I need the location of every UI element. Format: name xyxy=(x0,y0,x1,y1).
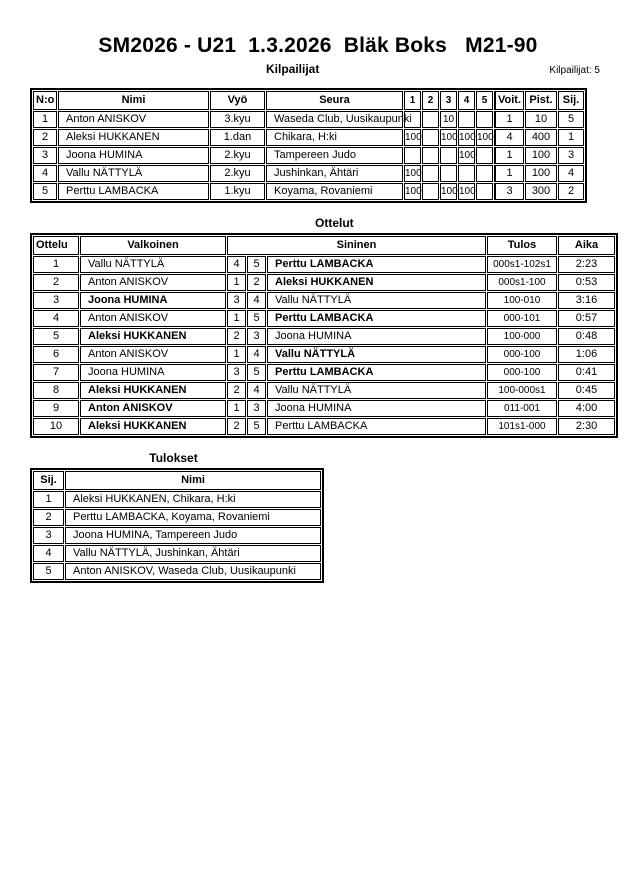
cell-match-no: 10 xyxy=(33,418,79,435)
column-header-seura: Seura xyxy=(266,91,403,110)
cell-rank: 4 xyxy=(33,545,64,562)
cell-match-no: 1 xyxy=(33,256,79,273)
cell-white-name xyxy=(80,292,226,309)
blue-name: Vallu NÄTTYLÄ xyxy=(275,384,352,396)
cell-blue-name xyxy=(267,346,486,363)
cell-match-no: 3 xyxy=(33,292,79,309)
table-row xyxy=(33,527,321,544)
cell-competitor: Anton ANISKOV, Waseda Club, Uusikaupunki xyxy=(65,563,321,580)
cell-vyo: 2.kyu xyxy=(210,147,265,164)
cell-rank: 3 xyxy=(33,527,64,544)
table-row xyxy=(33,328,615,345)
white-name: Joona HUMINA xyxy=(88,294,168,306)
cell-time: 2:30 xyxy=(558,418,615,435)
cell-blue-no: 5 xyxy=(247,256,266,273)
cell-seura: Chikara, H:ki xyxy=(266,129,403,146)
cell-time: 0:45 xyxy=(558,382,615,399)
blue-name: Perttu LAMBACKA xyxy=(275,312,374,324)
competitors-count: Kilpailijat: 5 xyxy=(549,65,600,76)
cell-score-2 xyxy=(422,183,439,200)
cell-no: 3 xyxy=(33,147,57,164)
column-header-valkoinen: Valkoinen xyxy=(80,236,226,255)
cell-voit: 1 xyxy=(494,147,524,164)
cell-no: 5 xyxy=(33,183,57,200)
white-name: Aleksi HUKKANEN xyxy=(88,330,187,342)
cell-voit: 1 xyxy=(494,111,524,128)
cell-score-1: 100 xyxy=(404,165,421,182)
cell-vyo: 1.dan xyxy=(210,129,265,146)
cell-sij: 3 xyxy=(558,147,584,164)
table-row xyxy=(33,310,615,327)
column-header-tulos: Tulos xyxy=(487,236,557,255)
matches-section-title: Ottelut xyxy=(315,216,354,230)
cell-white-no: 4 xyxy=(227,256,246,273)
cell-blue-no: 4 xyxy=(247,292,266,309)
cell-time: 1:06 xyxy=(558,346,615,363)
cell-blue-name xyxy=(267,382,486,399)
cell-white-no: 1 xyxy=(227,400,246,417)
cell-time: 2:23 xyxy=(558,256,615,273)
white-name: Anton ANISKOV xyxy=(88,276,169,288)
table-row xyxy=(33,274,615,291)
column-header-sij: Sij. xyxy=(33,471,64,490)
column-header-pist: Pist. xyxy=(525,91,557,110)
column-header-nimi: Nimi xyxy=(58,91,209,110)
table-row xyxy=(33,491,321,508)
cell-blue-name xyxy=(267,292,486,309)
white-name: Vallu NÄTTYLÄ xyxy=(88,258,165,270)
cell-score-3 xyxy=(440,147,457,164)
cell-time: 4:00 xyxy=(558,400,615,417)
cell-no: 4 xyxy=(33,165,57,182)
cell-score-2 xyxy=(422,165,439,182)
cell-score-1: 100 xyxy=(404,183,421,200)
table-row xyxy=(33,346,615,363)
cell-white-no: 2 xyxy=(227,328,246,345)
cell-score-5 xyxy=(476,111,493,128)
white-name: Aleksi HUKKANEN xyxy=(88,420,187,432)
blue-name: Vallu NÄTTYLÄ xyxy=(275,348,356,360)
cell-white-no: 2 xyxy=(227,382,246,399)
cell-score-5 xyxy=(476,183,493,200)
cell-white-no: 1 xyxy=(227,310,246,327)
cell-time: 0:48 xyxy=(558,328,615,345)
table-row xyxy=(33,545,321,562)
blue-name: Perttu LAMBACKA xyxy=(275,258,374,270)
kilpailijat-table xyxy=(30,88,587,203)
table-row xyxy=(33,382,615,399)
table-row xyxy=(33,183,584,200)
cell-match-no: 7 xyxy=(33,364,79,381)
cell-pist: 300 xyxy=(525,183,557,200)
cell-nimi: Joona HUMINA xyxy=(58,147,209,164)
table-row xyxy=(33,147,584,164)
cell-pist: 100 xyxy=(525,165,557,182)
column-header-4: 4 xyxy=(458,91,475,110)
table-row xyxy=(33,111,584,128)
cell-blue-name xyxy=(267,328,486,345)
cell-no: 2 xyxy=(33,129,57,146)
cell-blue-no: 5 xyxy=(247,310,266,327)
subheader-row xyxy=(30,61,606,79)
table-row xyxy=(33,364,615,381)
cell-white-no: 1 xyxy=(227,274,246,291)
tulokset-table xyxy=(30,468,324,583)
cell-white-name xyxy=(80,256,226,273)
column-header-voit: Voit. xyxy=(494,91,524,110)
cell-competitor: Vallu NÄTTYLÄ, Jushinkan, Ähtäri xyxy=(65,545,321,562)
cell-pist: 10 xyxy=(525,111,557,128)
cell-result: 000-101 xyxy=(487,310,557,327)
cell-match-no: 5 xyxy=(33,328,79,345)
cell-blue-no: 5 xyxy=(247,364,266,381)
column-header-nimi: Nimi xyxy=(65,471,321,490)
table-row xyxy=(33,256,615,273)
cell-result: 101s1-000 xyxy=(487,418,557,435)
column-header-3: 3 xyxy=(440,91,457,110)
white-name: Aleksi HUKKANEN xyxy=(88,384,187,396)
cell-seura: Koyama, Rovaniemi xyxy=(266,183,403,200)
cell-blue-no: 2 xyxy=(247,274,266,291)
cell-competitor: Joona HUMINA, Tampereen Judo xyxy=(65,527,321,544)
cell-result: 100-010 xyxy=(487,292,557,309)
white-name: Anton ANISKOV xyxy=(88,402,173,414)
cell-white-name xyxy=(80,346,226,363)
blue-name: Joona HUMINA xyxy=(275,330,352,342)
cell-nimi: Vallu NÄTTYLÄ xyxy=(58,165,209,182)
cell-score-3 xyxy=(440,165,457,182)
cell-nimi: Perttu LAMBACKA xyxy=(58,183,209,200)
results-section-title: Tulokset xyxy=(149,451,198,465)
cell-white-name xyxy=(80,418,226,435)
cell-seura: Waseda Club, Uusikaupunki xyxy=(266,111,403,128)
cell-score-3: 100 xyxy=(440,183,457,200)
column-header-sininen: Sininen xyxy=(227,236,486,255)
cell-time: 0:57 xyxy=(558,310,615,327)
cell-rank: 2 xyxy=(33,509,64,526)
cell-blue-no: 5 xyxy=(247,418,266,435)
column-header-no: N:o xyxy=(33,91,57,110)
cell-sij: 5 xyxy=(558,111,584,128)
cell-time: 0:41 xyxy=(558,364,615,381)
blue-name: Perttu LAMBACKA xyxy=(275,420,368,432)
cell-score-3: 100 xyxy=(440,129,457,146)
cell-white-name xyxy=(80,274,226,291)
table-row xyxy=(33,509,321,526)
cell-white-no: 3 xyxy=(227,364,246,381)
cell-seura: Tampereen Judo xyxy=(266,147,403,164)
cell-rank: 5 xyxy=(33,563,64,580)
cell-result: 000s1-100 xyxy=(487,274,557,291)
cell-match-no: 6 xyxy=(33,346,79,363)
white-name: Joona HUMINA xyxy=(88,366,165,378)
cell-score-1: 100 xyxy=(404,129,421,146)
cell-white-no: 3 xyxy=(227,292,246,309)
column-header-2: 2 xyxy=(422,91,439,110)
table-header-row xyxy=(33,236,615,255)
cell-white-name xyxy=(80,400,226,417)
cell-blue-name xyxy=(267,256,486,273)
cell-time: 0:53 xyxy=(558,274,615,291)
cell-competitor: Aleksi HUKKANEN, Chikara, H:ki xyxy=(65,491,321,508)
cell-match-no: 8 xyxy=(33,382,79,399)
cell-white-name xyxy=(80,382,226,399)
blue-name: Perttu LAMBACKA xyxy=(275,366,374,378)
cell-result: 000s1-102s1 xyxy=(487,256,557,273)
column-header-sij: Sij. xyxy=(558,91,584,110)
cell-score-3: 10 xyxy=(440,111,457,128)
cell-blue-no: 4 xyxy=(247,382,266,399)
cell-result: 011-001 xyxy=(487,400,557,417)
cell-match-no: 2 xyxy=(33,274,79,291)
page-title: SM2026 - U21 1.3.2026 Bläk Boks M21-90 xyxy=(98,34,538,57)
cell-score-4: 100 xyxy=(458,147,475,164)
cell-blue-no: 3 xyxy=(247,328,266,345)
table-row xyxy=(33,129,584,146)
cell-result: 100-000 xyxy=(487,328,557,345)
cell-white-name xyxy=(80,310,226,327)
cell-blue-no: 3 xyxy=(247,400,266,417)
cell-voit: 4 xyxy=(494,129,524,146)
table-row xyxy=(33,418,615,435)
column-header-5: 5 xyxy=(476,91,493,110)
cell-blue-name xyxy=(267,364,486,381)
cell-voit: 3 xyxy=(494,183,524,200)
cell-vyo: 2.kyu xyxy=(210,165,265,182)
table-row xyxy=(33,165,584,182)
table-row xyxy=(33,292,615,309)
cell-match-no: 9 xyxy=(33,400,79,417)
cell-score-2 xyxy=(422,147,439,164)
cell-blue-no: 4 xyxy=(247,346,266,363)
cell-score-2 xyxy=(422,111,439,128)
cell-result: 000-100 xyxy=(487,346,557,363)
cell-score-4: 100 xyxy=(458,129,475,146)
cell-nimi: Aleksi HUKKANEN xyxy=(58,129,209,146)
cell-vyo: 3.kyu xyxy=(210,111,265,128)
cell-white-no: 1 xyxy=(227,346,246,363)
cell-vyo: 1.kyu xyxy=(210,183,265,200)
table-row xyxy=(33,400,615,417)
cell-seura: Jushinkan, Ähtäri xyxy=(266,165,403,182)
cell-voit: 1 xyxy=(494,165,524,182)
table-row xyxy=(33,563,321,580)
cell-white-name xyxy=(80,364,226,381)
column-header-1: 1 xyxy=(404,91,421,110)
cell-pist: 100 xyxy=(525,147,557,164)
cell-blue-name xyxy=(267,418,486,435)
cell-sij: 4 xyxy=(558,165,584,182)
blue-name: Joona HUMINA xyxy=(275,402,352,414)
cell-sij: 1 xyxy=(558,129,584,146)
cell-result: 000-100 xyxy=(487,364,557,381)
cell-score-1 xyxy=(404,147,421,164)
cell-score-2 xyxy=(422,129,439,146)
cell-white-no: 2 xyxy=(227,418,246,435)
cell-result: 100-000s1 xyxy=(487,382,557,399)
column-header-aika: Aika xyxy=(558,236,615,255)
table-header-row xyxy=(33,91,584,110)
cell-no: 1 xyxy=(33,111,57,128)
blue-name: Vallu NÄTTYLÄ xyxy=(275,294,352,306)
cell-white-name xyxy=(80,328,226,345)
column-header-vyo: Vyö xyxy=(210,91,265,110)
cell-blue-name xyxy=(267,274,486,291)
ottelut-table xyxy=(30,233,618,438)
cell-score-4 xyxy=(458,165,475,182)
cell-nimi: Anton ANISKOV xyxy=(58,111,209,128)
cell-score-5 xyxy=(476,147,493,164)
cell-rank: 1 xyxy=(33,491,64,508)
cell-score-4 xyxy=(458,111,475,128)
cell-time: 3:16 xyxy=(558,292,615,309)
cell-sij: 2 xyxy=(558,183,584,200)
cell-competitor: Perttu LAMBACKA, Koyama, Rovaniemi xyxy=(65,509,321,526)
table-header-row xyxy=(33,471,321,490)
cell-score-5: 100 xyxy=(476,129,493,146)
white-name: Anton ANISKOV xyxy=(88,348,169,360)
blue-name: Aleksi HUKKANEN xyxy=(275,276,374,288)
cell-score-5 xyxy=(476,165,493,182)
cell-blue-name xyxy=(267,400,486,417)
cell-blue-name xyxy=(267,310,486,327)
cell-match-no: 4 xyxy=(33,310,79,327)
column-header-ottelu: Ottelu xyxy=(33,236,79,255)
white-name: Anton ANISKOV xyxy=(88,312,169,324)
competitors-section-title: Kilpailijat xyxy=(266,62,320,76)
cell-score-4: 100 xyxy=(458,183,475,200)
cell-pist: 400 xyxy=(525,129,557,146)
